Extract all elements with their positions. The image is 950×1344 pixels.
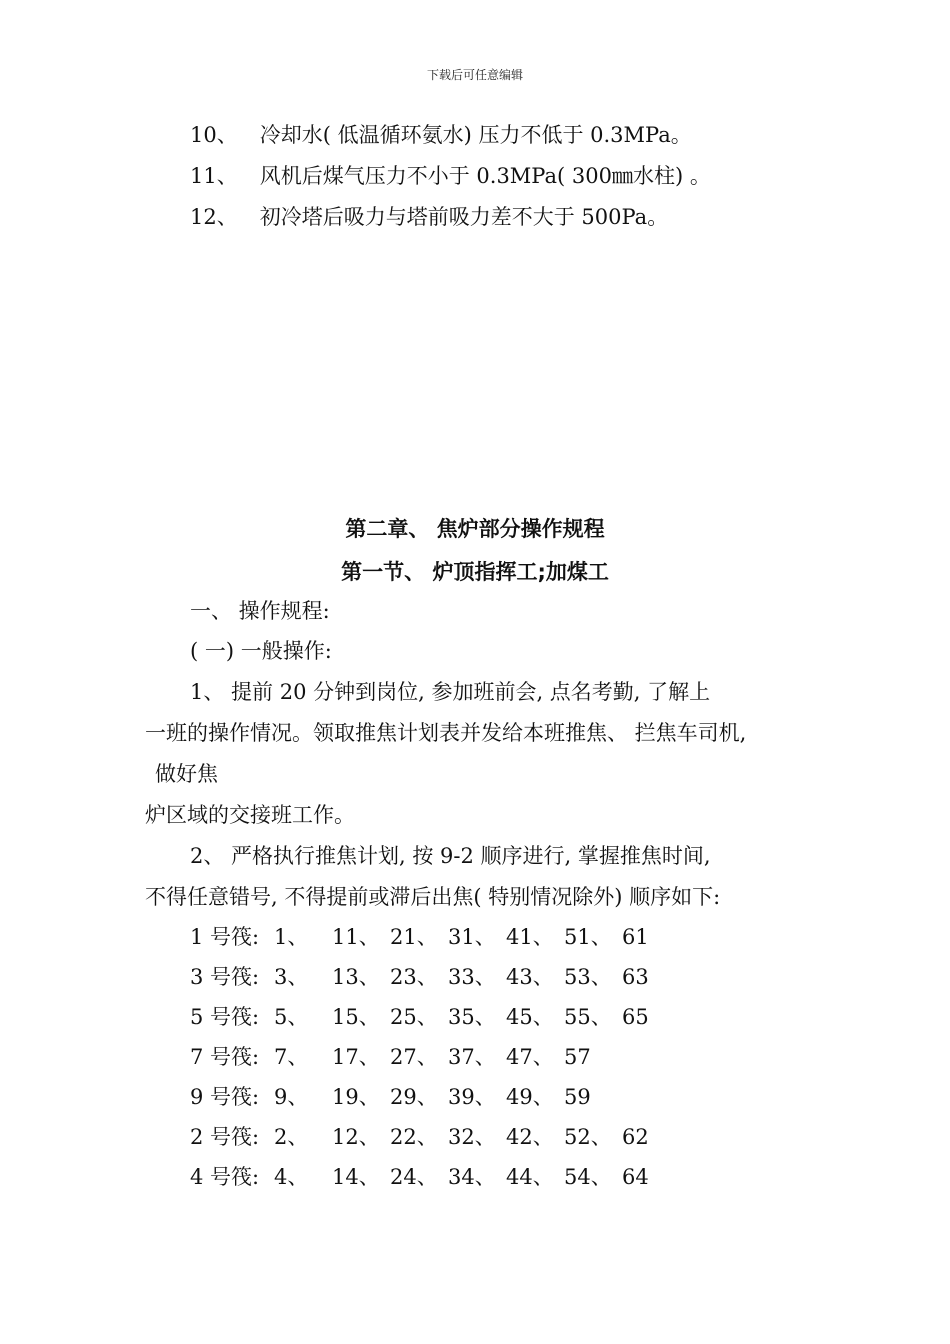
sequence-row	[190, 1044, 622, 1070]
sequence-number: 31、	[448, 925, 496, 949]
sequence-number: 1、	[274, 925, 309, 949]
item-text: 风机后煤气压力不小于 0.3MPa( 300㎜水柱) 。	[259, 164, 711, 188]
sequence-number: 24、	[390, 1165, 438, 1189]
sequence-row	[190, 924, 680, 950]
sequence-number: 15、	[332, 1005, 380, 1029]
sequence-number: 61	[622, 925, 649, 949]
sequence-number: 13、	[332, 965, 380, 989]
sequence-row	[190, 1124, 680, 1150]
item-text: 初冷塔后吸力与塔前吸力差不大于 500Pa。	[259, 205, 669, 229]
paragraph-1-line-1: 1、 提前 20 分钟到岗位, 参加班前会, 点名考勤, 了解上	[190, 680, 711, 704]
sequence-number: 21、	[390, 925, 438, 949]
sequence-number: 57	[564, 1045, 591, 1069]
list-item	[190, 122, 692, 148]
sequence-number: 12、	[332, 1125, 380, 1149]
sequence-number: 3、	[274, 965, 309, 989]
sequence-number: 54、	[564, 1165, 612, 1189]
sequence-number: 55、	[564, 1005, 612, 1029]
item-number: 10、	[190, 123, 238, 147]
paragraph-2-line-2: 不得任意错号, 不得提前或滞后出焦( 特别情况除外) 顺序如下:	[145, 885, 721, 909]
sequence-label: 4 号筏:	[190, 1165, 260, 1189]
item-number: 12、	[190, 205, 238, 229]
sequence-number: 62	[622, 1125, 649, 1149]
sequence-number: 22、	[390, 1125, 438, 1149]
sequence-number: 7、	[274, 1045, 309, 1069]
item-number: 11、	[190, 164, 238, 188]
sequence-number: 43、	[506, 965, 554, 989]
sequence-row	[190, 1084, 622, 1110]
paragraph-1-line-3: 做好焦	[155, 762, 218, 786]
paragraph-2-line-1: 2、 严格执行推焦计划, 按 9-2 顺序进行, 掌握推焦时间,	[190, 844, 711, 868]
sequence-number: 14、	[332, 1165, 380, 1189]
list-item	[190, 204, 668, 230]
paragraph-1-line-2: 一班的操作情况。领取推焦计划表并发给本班推焦、 拦焦车司机,	[145, 721, 747, 745]
sequence-number: 2、	[274, 1125, 309, 1149]
sequence-number: 44、	[506, 1165, 554, 1189]
sequence-row	[190, 1164, 680, 1190]
sequence-number: 47、	[506, 1045, 554, 1069]
paragraph-1-line-4: 炉区域的交接班工作。	[145, 803, 355, 827]
sequence-label: 5 号筏:	[190, 1005, 260, 1029]
item-text: 冷却水( 低温循环氨水) 压力不低于 0.3MPa。	[259, 123, 692, 147]
list-item	[190, 163, 711, 189]
sequence-number: 17、	[332, 1045, 380, 1069]
sequence-number: 45、	[506, 1005, 554, 1029]
sequence-number: 29、	[390, 1085, 438, 1109]
sequence-number: 11、	[332, 925, 380, 949]
sequence-number: 9、	[274, 1085, 309, 1109]
sequence-number: 25、	[390, 1005, 438, 1029]
sequence-number: 53、	[564, 965, 612, 989]
sequence-number: 5、	[274, 1005, 309, 1029]
sequence-row	[190, 964, 680, 990]
sequence-number: 33、	[448, 965, 496, 989]
sequence-label: 7 号筏:	[190, 1045, 260, 1069]
sequence-number: 37、	[448, 1045, 496, 1069]
sequence-row	[190, 1004, 680, 1030]
sequence-number: 39、	[448, 1085, 496, 1109]
sequence-number: 52、	[564, 1125, 612, 1149]
sequence-number: 51、	[564, 925, 612, 949]
sequence-number: 49、	[506, 1085, 554, 1109]
sequence-number: 27、	[390, 1045, 438, 1069]
subheading-general-operation: ( 一) 一般操作:	[190, 639, 332, 663]
section-title: 第一节、 炉顶指挥工;加煤工	[341, 560, 609, 584]
sequence-number: 65	[622, 1005, 649, 1029]
sequence-label: 2 号筏:	[190, 1125, 260, 1149]
sequence-number: 63	[622, 965, 649, 989]
sequence-label: 1 号筏:	[190, 925, 260, 949]
sequence-number: 42、	[506, 1125, 554, 1149]
sequence-number: 64	[622, 1165, 649, 1189]
sequence-number: 34、	[448, 1165, 496, 1189]
sequence-number: 41、	[506, 925, 554, 949]
page-header: 下载后可任意编辑	[426, 68, 523, 82]
sequence-number: 35、	[448, 1005, 496, 1029]
sequence-number: 23、	[390, 965, 438, 989]
sequence-number: 32、	[448, 1125, 496, 1149]
sequence-number: 59	[564, 1085, 591, 1109]
chapter-title: 第二章、 焦炉部分操作规程	[345, 517, 605, 541]
sequence-number: 4、	[274, 1165, 309, 1189]
subheading-procedures: 一、 操作规程:	[190, 599, 330, 623]
sequence-label: 3 号筏:	[190, 965, 260, 989]
sequence-number: 19、	[332, 1085, 380, 1109]
sequence-label: 9 号筏:	[190, 1085, 260, 1109]
